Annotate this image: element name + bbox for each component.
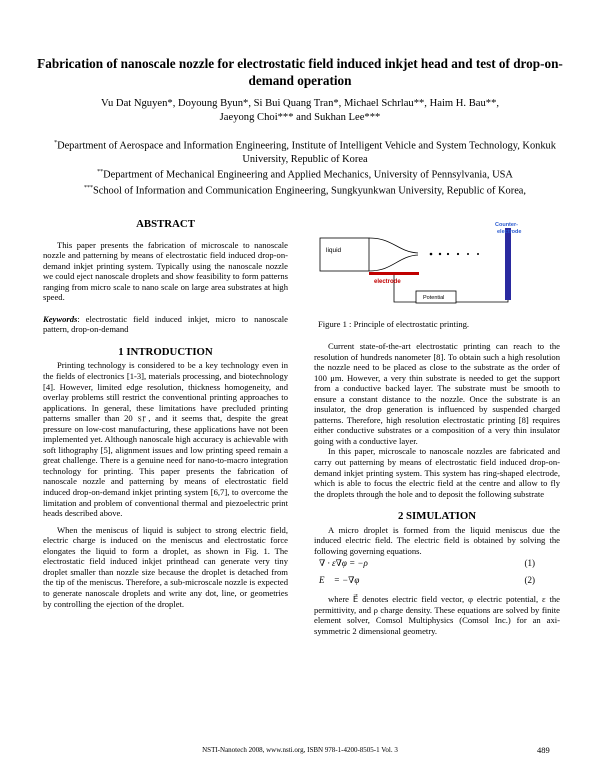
page-number: 489	[537, 745, 550, 755]
authors-line-2: Jaeyong Choi*** and Sukhan Lee***	[219, 111, 381, 123]
authors-line-1: Vu Dat Nguyen*, Doyoung Byun*, Si Bui Quang Tran*, Michael Schrlau**, Haim H. Bau**,	[100, 98, 500, 109]
footer: NSTI-Nanotech 2008, www.nsti.org, ISBN 978-1-4200-8505-1 Vol. 3	[202, 746, 398, 754]
right-paragraph-2: In this paper, microscale to nanoscale nozzles are fabricated and carry out patterning by means of electrostatic field induced drop-on-demand inkjet printing system. This system has ring-shaped electrode, which is able to focus the electric field at the centre and allow to fly the droplets through the hole and to deposit the following substrate	[314, 446, 560, 499]
figure-1-caption: Figure 1 : Principle of electrostatic printing.	[318, 319, 470, 329]
electrode-bar	[369, 272, 419, 275]
affiliation-3: ***School of Information and Communication Engineering, Sungkyunkwan University, Republic of Korea,	[83, 184, 527, 197]
affiliations	[50, 137, 560, 197]
right-paragraph-1: Current state-of-the-art electrostatic printing can reach to the resolution of hundreds nanometer [8]. To obtain such a high resolution the nozzle need to be placed as close to the substrate as the order of 100 μm. However, a very thin substrate is needed to get the support from a conductive backed layer. The substrate must be smooth to ensure a constant distance to the nozzle. Once the substrate is an insulator, the drop generation is influenced by suspended charged patterns. Therefore, high resolution electrostatic printing [8] requires either conductive substrates or a composition of a very thin insulator going with a conductive layer.	[314, 341, 560, 446]
abstract-body: This paper presents the fabrication of microscale to nanoscale nozzle and patterning by means of electrostatic field induced drop-on-demand inkjet printing system. Typically using the nanoscale nozzle we could eject nanoscale droplets and show feasibility to form patterns ranging from micro scale to nano scale on large area substrates at high speed.	[43, 239, 288, 303]
label-counter-electrode-2: electrode	[497, 229, 522, 235]
affiliation-1: *Department of Aerospace and Information Engineering, Institute of Intelligent Vehicle and System Technology, Konkuk University, Republic of Korea	[54, 140, 556, 165]
right-column	[314, 341, 560, 637]
figure-1-diagram	[318, 218, 528, 326]
label-liquid: liquid	[326, 247, 342, 254]
equation-2: E⃗ = −∇φ (2)	[319, 575, 535, 586]
droplet-icons	[430, 253, 479, 256]
label-electrode: electrode	[374, 279, 401, 285]
affiliation-2: **Department of Mechanical Engineering and Applied Mechanics, University of Pennsylvania, USA	[97, 168, 513, 181]
abstract-heading: ABSTRACT	[136, 218, 195, 230]
left-column	[43, 219, 288, 609]
intro-paragraph-1: Printing technology is considered to be a key technology even in the fields of electronics [1-3], materials processing, and biotechnology [4]. However, limited edge resolution, thickness homogeneity, and overlay problems still restrict the conventional printing approaches to applications. In general, these limitations have precluded printing patterns smaller than 20 ㏛, and it seems that, despite the great pressure on low-cost manufacturing, these applications have not been implemented yet. Although nanoscale high accuracy is achievable with soft lithography [5], alignment issues and low printing speed remain a great challenge. There is a genuine need for nano-to-macro integration technology for printing. This paper presents the fabrication of nanoscale nozzle and patterning by means of electrostatic field induced drop-on-demand inkjet printing system [6,7], to overcome the limitation and problem of conventional thermal and piezoelectric print heads described above.	[43, 360, 288, 519]
counter-electrode-bar	[505, 228, 511, 300]
simulation-paragraph-2: where E⃗ denotes electric field vector, φ electric potential, ε the permittivity, and ρ charge density. These equations are solved by finite element solver, Comsol Multiphysics (Comsol Inc.) for an axi-symmetric 2 dimensional geometry.	[314, 594, 560, 637]
label-counter-electrode: Counter-	[495, 222, 518, 228]
simulation-heading: 2 SIMULATION	[397, 510, 477, 523]
equation-1: ∇ · ε∇φ = −ρ (1)	[319, 558, 535, 569]
author-list	[40, 97, 560, 124]
introduction-heading: 1 INTRODUCTION	[118, 345, 213, 358]
paper-title: Fabrication of nanoscale nozzle for electrostatic field induced inkjet head and test of drop-on-demand operation	[37, 56, 563, 88]
simulation-paragraph: A micro droplet is formed from the liquid meniscus due the induced electric field. The electric field is obtained by solving the following governing equations.	[314, 524, 560, 556]
intro-paragraph-2: When the meniscus of liquid is subject to strong electric field, electric charge is induced on the meniscus and electrostatic force elongates the liquid to form a droplet, as shown in Fig. 1. The electrostatic field induced inkjet printhead can generate very tiny droplet smaller than nozzle size because the droplet is detached from the tip of the meniscus. Therefore, a sub-microscale nozzle is expected to generate nanoscale droplets and write any dot, line, or geometries by controlling the ejection of the droplet.	[43, 524, 288, 609]
label-potential: Potential	[423, 295, 445, 301]
keywords: Keywords: electrostatic field induced inkjet, micro to nanoscale pattern, drop-on-demand	[43, 313, 288, 335]
